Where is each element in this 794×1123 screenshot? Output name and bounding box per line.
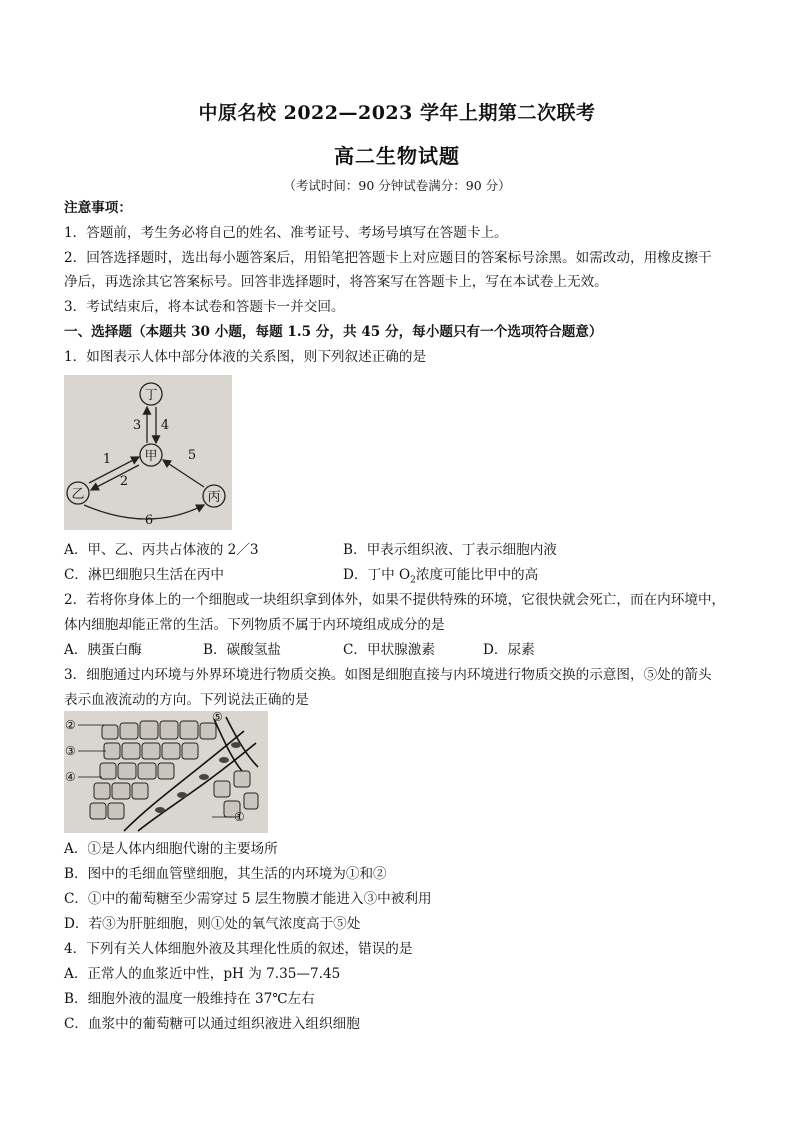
- arrow-label: 1: [102, 452, 112, 467]
- q3-option-d: D．若③为肝脏细胞，则①处的氧气浓度高于⑤处: [64, 916, 361, 932]
- note-item: 2．回答选择题时，选出每小题答案后，用铅笔把答题卡上对应题目的答案标号涂黑。如需改动，用橡皮擦干: [64, 250, 712, 266]
- note-item: 净后，再选涂其它答案标号。回答非选择题时，将答案写在答题卡上，写在本试卷上无效。: [64, 274, 608, 290]
- q4-option-c: C．血浆中的葡萄糖可以通过组织液进入组织细胞: [64, 1016, 360, 1032]
- q3-option-c: C．①中的葡萄糖至少需穿过 5 层生物膜才能进入③中被利用: [64, 891, 432, 907]
- q1-stem: 1．如图表示人体中部分体液的关系图，则下列叙述正确的是: [64, 349, 427, 365]
- label-3: ③: [65, 744, 76, 758]
- node-label: 丙: [207, 490, 221, 505]
- q1-option-b: B．甲表示组织液、丁表示细胞内液: [343, 542, 557, 558]
- q3-option-a: A．①是人体内细胞代谢的主要场所: [64, 841, 278, 857]
- notes-heading: 注意事项：: [64, 200, 132, 216]
- q3-option-b: B．图中的毛细血管壁细胞，其生活的内环境为①和②: [64, 866, 387, 882]
- note-item: 3．考试结束后，将本试卷和答题卡一并交回。: [64, 299, 345, 315]
- q1-option-d: D．丁中 $O_2$浓度可能比甲中的高: [343, 567, 539, 586]
- label-1: ①: [234, 810, 245, 824]
- q2-option-b: B．碳酸氢盐: [203, 642, 281, 658]
- q1-figure: [64, 375, 232, 530]
- q3-stem-line1: 3．细胞通过内环境与外界环境进行物质交换。如图是细胞直接与内环境进行物质交换的示意图，⑤处的箭头: [64, 667, 712, 683]
- q4-option-a: A．正常人的血浆近中性，pH 为 7.35—7.45: [64, 966, 341, 982]
- q4-option-b: B．细胞外液的温度一般维持在 37℃左右: [64, 991, 315, 1007]
- q2-option-a: A．胰蛋白酶: [64, 642, 142, 658]
- q2-stem-line1: 2．若将你身体上的一个细胞或一块组织拿到体外，如果不提供特殊的环境，它很快就会死亡，而在内环境中，: [64, 592, 726, 608]
- arrow-label: 2: [119, 474, 129, 489]
- node-label: 甲: [144, 449, 158, 464]
- q3-stem-line2: 表示血液流动的方向。下列说法正确的是: [64, 692, 309, 708]
- subject-title: 高二生物试题: [334, 144, 460, 168]
- q2-option-c: C．甲状腺激素: [343, 642, 435, 658]
- q3-figure: [64, 711, 268, 833]
- label-4: ④: [65, 770, 76, 784]
- label-5: ⑤: [212, 711, 223, 724]
- q2-option-d: D．尿素: [483, 642, 535, 658]
- q1-option-c: C．淋巴细胞只生活在丙中: [64, 567, 224, 583]
- q2-stem-line2: 体内细胞却能正常的生活。下列物质不属于内环境组成成分的是: [64, 617, 445, 633]
- note-item: 1．答题前，考生务必将自己的姓名、准考证号、考场号填写在答题卡上。: [64, 225, 508, 241]
- arrow-label: 6: [144, 513, 154, 528]
- school-title: 中原名校 2022—2023 学年上期第二次联考: [198, 102, 596, 124]
- exam-info: （考试时间：90 分钟试卷满分：90 分）: [283, 178, 511, 193]
- node-label: 丁: [144, 388, 158, 403]
- q4-stem: 4．下列有关人体细胞外液及其理化性质的叙述，错误的是: [64, 941, 413, 957]
- arrow-label: 4: [160, 418, 170, 433]
- section-heading: 一、选择题（本题共 30 小题，每题 1.5 分，共 45 分，每小题只有一个选项符合题意）: [64, 324, 603, 340]
- arrow-label: 5: [187, 448, 197, 463]
- label-2: ②: [65, 718, 76, 732]
- node-label: 乙: [71, 487, 85, 502]
- q1-option-a: A．甲、乙、丙共占体液的 2／3: [64, 542, 259, 558]
- arrow-label: 3: [132, 418, 142, 433]
